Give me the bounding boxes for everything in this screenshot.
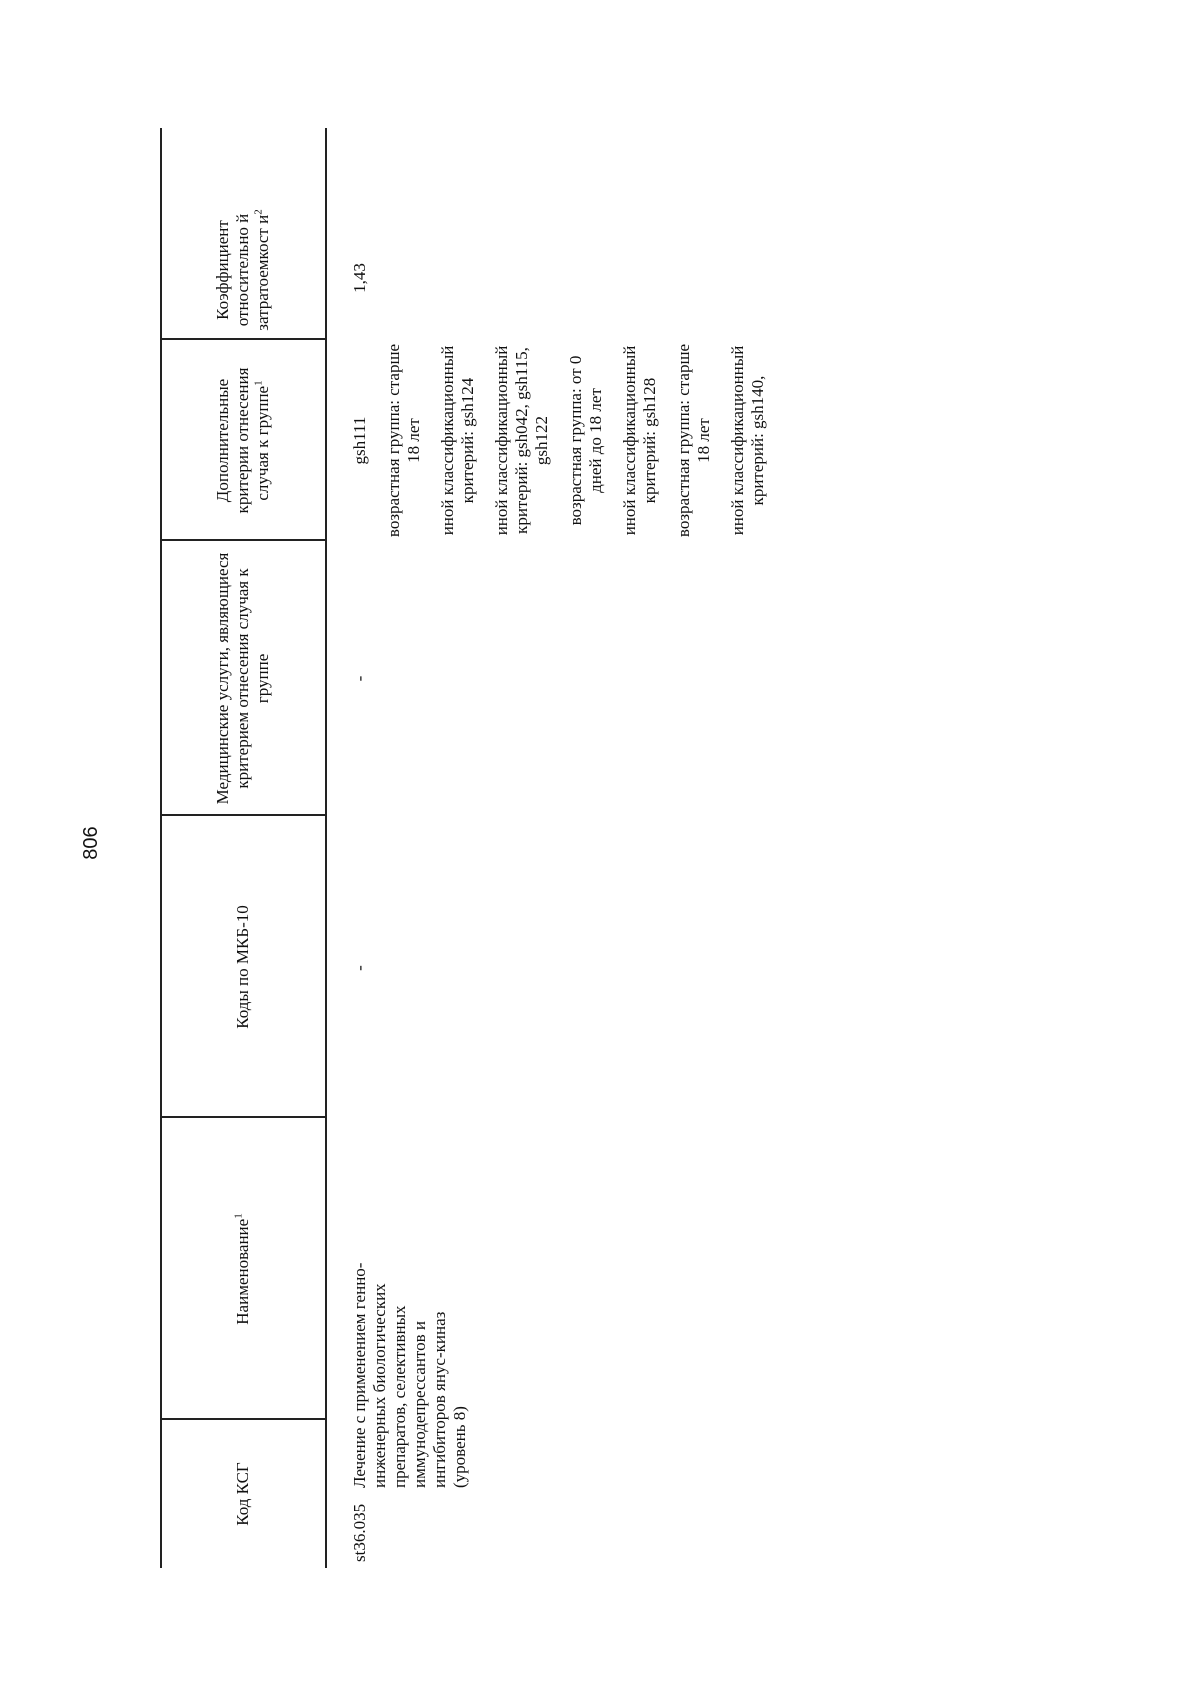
- header-code: [160, 1420, 325, 1568]
- criteria-item: иной классификационный критерий: gsh128: [620, 345, 659, 536]
- criteria-item: возрастная группа: от 0 дней до 18 лет: [566, 355, 605, 526]
- header-services: [160, 541, 325, 816]
- criteria-item: иной классификационный критерий: gsh124: [438, 345, 477, 536]
- header-criteria-footnote: 1: [251, 380, 264, 386]
- criteria-item: gsh111: [350, 416, 369, 465]
- criteria-item: иной классификационный критерий: gsh140,: [728, 345, 767, 536]
- criteria-item: возрастная группа: старше 18 лет: [674, 343, 713, 538]
- header-coef-label: Коэффициент относительно й затратоемкост и: [212, 213, 272, 331]
- additional-criteria: [350, 343, 782, 538]
- criteria-item: возрастная группа: старше 18 лет: [384, 343, 423, 538]
- header-bottom-border: [325, 128, 327, 1568]
- header-mkb: [160, 816, 325, 1118]
- header-mkb-label: Коды по МКБ-10: [232, 905, 252, 1029]
- header-coef-footnote: 2: [251, 209, 264, 215]
- criteria-item: иной классификационный критерий: gsh042, gsh115, gsh122: [492, 345, 551, 536]
- medical-services: -: [350, 675, 369, 682]
- header-name-label: Наименование: [232, 1218, 252, 1325]
- header-code-label: Код КСГ: [232, 1462, 252, 1526]
- ksg-name: Лечение с применением генно-инженерных биологических препаратов, селективных иммунодепрессантов и ингибиторов янус-киназ (уровень 8): [350, 1262, 469, 1488]
- mkb-codes: -: [350, 965, 369, 971]
- header-services-label: Медицинские услуги, являющиеся критерием отнесения случая к группе: [212, 552, 272, 805]
- header-name-footnote: 1: [231, 1213, 244, 1219]
- header-coef: [160, 200, 325, 340]
- cost-coefficient: 1,43: [350, 263, 369, 293]
- header-name: [160, 1118, 325, 1420]
- header-criteria: [160, 340, 325, 541]
- page-number: 806: [80, 826, 102, 860]
- header-criteria-label: Дополнительные критерии отнесения случая к группе: [212, 367, 272, 514]
- ksg-code: st36.035: [350, 1503, 369, 1562]
